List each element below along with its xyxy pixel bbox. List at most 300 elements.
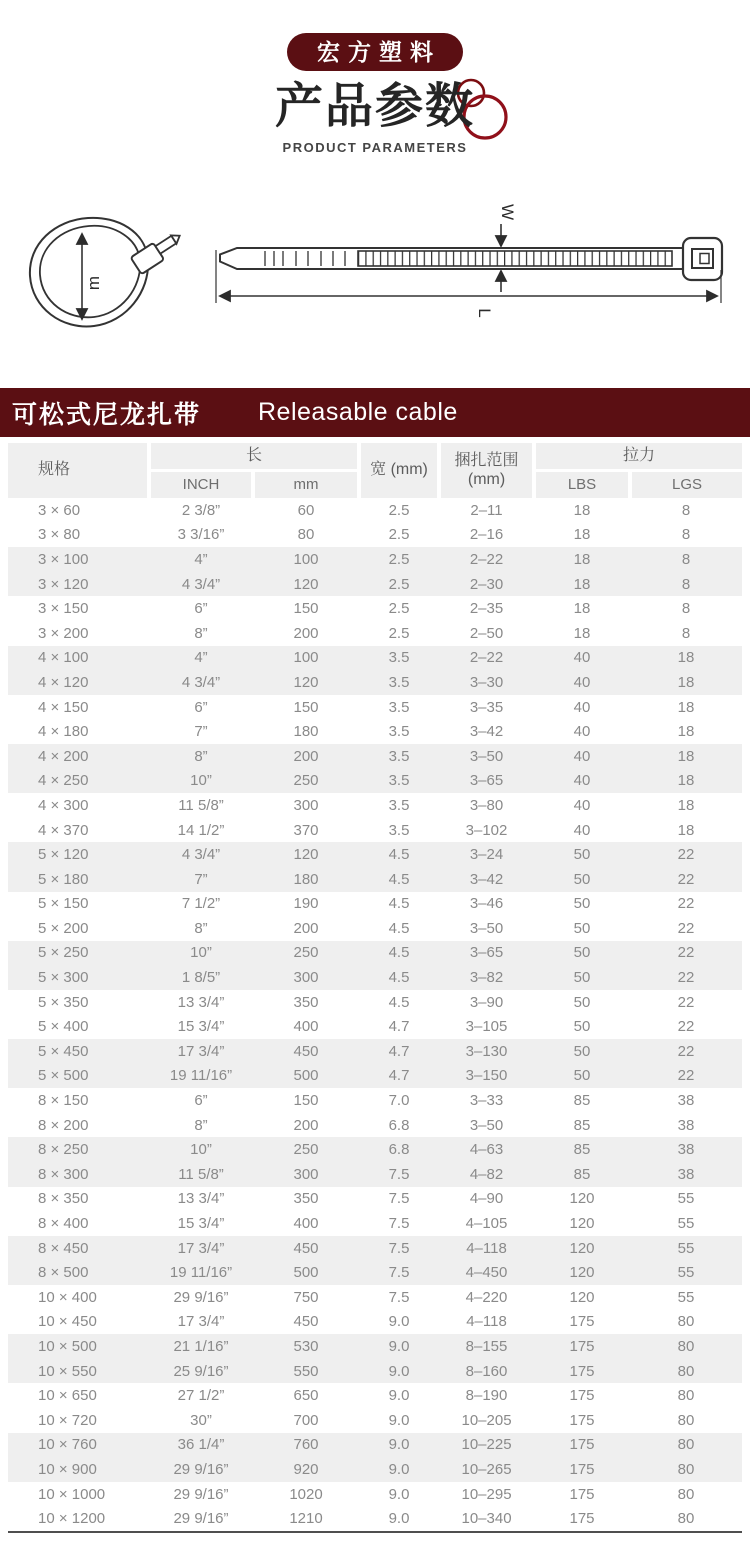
cell-length-mm: 550 xyxy=(293,1362,319,1380)
cell-range: 4–90 xyxy=(469,1190,504,1208)
cell-lgs: 8 xyxy=(681,575,691,593)
cell-length-inch: 29 9/16” xyxy=(173,1460,229,1478)
cell-lbs: 85 xyxy=(573,1092,591,1110)
cell-lbs: 175 xyxy=(569,1337,595,1355)
cell-range: 8–155 xyxy=(465,1337,508,1355)
cell-width: 3.5 xyxy=(388,698,410,716)
cell-length-mm: 450 xyxy=(293,1042,319,1060)
cell-length-mm: 350 xyxy=(293,1190,319,1208)
cell-lgs: 18 xyxy=(677,747,695,765)
cell-width: 7.5 xyxy=(388,1215,410,1233)
cell-length-inch: 13 3/4” xyxy=(177,993,225,1011)
cell-length-inch: 1 8/5” xyxy=(181,969,221,987)
cell-spec: 3 × 120 xyxy=(38,575,89,593)
cell-lgs: 80 xyxy=(677,1337,695,1355)
cell-range: 3–42 xyxy=(469,870,504,888)
cell-range: 3–82 xyxy=(469,969,504,987)
cell-length-mm: 200 xyxy=(293,624,319,642)
cell-width: 3.5 xyxy=(388,673,410,691)
cell-width: 4.5 xyxy=(388,919,410,937)
cell-range: 4–118 xyxy=(466,1313,507,1331)
cell-length-mm: 100 xyxy=(293,550,319,568)
cell-lbs: 120 xyxy=(569,1288,595,1306)
cell-spec: 5 × 350 xyxy=(38,993,89,1011)
cell-spec: 5 × 150 xyxy=(38,895,89,913)
cell-length-inch: 15 3/4” xyxy=(177,1215,225,1233)
brand-badge: 宏方塑料 xyxy=(287,33,463,71)
cell-length-inch: 27 1/2” xyxy=(177,1387,225,1405)
cell-width: 3.5 xyxy=(388,723,410,741)
cell-spec: 8 × 150 xyxy=(38,1092,89,1110)
cell-spec: 5 × 450 xyxy=(38,1042,89,1060)
cell-length-inch: 19 11/16” xyxy=(169,1264,233,1282)
cell-spec: 10 × 1000 xyxy=(38,1485,106,1503)
cell-length-inch: 17 3/4” xyxy=(177,1042,225,1060)
section-bar xyxy=(0,388,750,437)
cell-width: 4.5 xyxy=(388,846,410,864)
cell-length-mm: 650 xyxy=(293,1387,319,1405)
table-row xyxy=(8,1162,742,1187)
cell-lbs: 18 xyxy=(573,575,591,593)
cell-width: 7.5 xyxy=(388,1165,410,1183)
cell-lgs: 38 xyxy=(677,1092,695,1110)
cell-length-mm: 370 xyxy=(293,821,319,839)
cell-length-inch: 4 3/4” xyxy=(181,846,221,864)
table-row xyxy=(8,793,742,818)
cell-width: 4.5 xyxy=(388,969,410,987)
cell-length-inch: 14 1/2” xyxy=(177,821,225,839)
cell-length-inch: 7 1/2” xyxy=(181,895,221,913)
cell-width: 4.5 xyxy=(388,895,410,913)
cell-width: 9.0 xyxy=(359,1506,439,1532)
cell-lgs: 55 xyxy=(677,1190,695,1208)
cell-spec: 10 × 760 xyxy=(38,1436,97,1454)
col-header-lbs: LBS xyxy=(534,471,630,499)
cell-width: 7.5 xyxy=(388,1288,410,1306)
cell-lgs: 18 xyxy=(677,673,695,691)
cell-range: 3–65 xyxy=(469,772,504,790)
cell-lbs: 175 xyxy=(534,1506,630,1532)
cell-width: 2.5 xyxy=(388,624,410,642)
table-row xyxy=(8,1482,742,1507)
cell-length-inch: 29 9/16” xyxy=(173,1485,229,1503)
cell-width: 9.0 xyxy=(388,1411,410,1429)
cell-range: 3–46 xyxy=(469,895,504,913)
page-subtitle: PRODUCT PARAMETERS xyxy=(282,140,468,155)
cell-lgs: 8 xyxy=(681,501,691,519)
table-row xyxy=(8,916,742,941)
cell-width: 9.0 xyxy=(388,1337,410,1355)
cell-lbs: 18 xyxy=(573,600,591,618)
cell-length-inch: 4” xyxy=(194,550,208,568)
cell-lgs: 22 xyxy=(677,1042,695,1060)
cell-lgs: 38 xyxy=(677,1141,695,1159)
cell-lbs: 50 xyxy=(573,993,591,1011)
col-header-mm: mm xyxy=(253,471,359,499)
cell-range: 2–30 xyxy=(469,575,504,593)
cell-length-inch: 3 3/16” xyxy=(177,526,225,544)
cell-lgs: 22 xyxy=(677,1018,695,1036)
cell-spec: 10 × 400 xyxy=(38,1288,97,1306)
cell-length-inch: 8” xyxy=(194,747,208,765)
cell-range: 4–220 xyxy=(465,1288,508,1306)
cell-length-inch: 19 11/16” xyxy=(169,1067,233,1085)
cell-spec: 8 × 350 xyxy=(38,1190,89,1208)
table-row xyxy=(8,892,742,917)
cell-spec: 4 × 300 xyxy=(38,796,89,814)
table-row xyxy=(8,1506,742,1532)
cell-range: 4–63 xyxy=(469,1141,504,1159)
cell-width: 2.5 xyxy=(388,575,410,593)
cell-length-inch: 6” xyxy=(194,698,208,716)
cell-length-mm: 450 xyxy=(293,1239,319,1257)
cell-range: 3–80 xyxy=(469,796,504,814)
looped-tie-drawing xyxy=(30,218,186,327)
cell-spec: 3 × 200 xyxy=(38,624,89,642)
table-row xyxy=(8,1285,742,1310)
cell-spec: 5 × 120 xyxy=(38,846,89,864)
cell-range: 3–150 xyxy=(465,1067,508,1085)
cell-lgs: 22 xyxy=(677,846,695,864)
cell-length-mm: 500 xyxy=(293,1264,319,1282)
cell-lbs: 18 xyxy=(573,526,591,544)
table-row xyxy=(8,1310,742,1335)
cell-lgs: 80 xyxy=(677,1460,695,1478)
cell-lbs: 175 xyxy=(569,1485,595,1503)
cell-lgs: 22 xyxy=(677,1067,695,1085)
straight-tie-drawing xyxy=(216,224,722,303)
cell-width: 9.0 xyxy=(388,1387,410,1405)
cell-lgs: 18 xyxy=(677,649,695,667)
cell-length-inch: 30” xyxy=(190,1411,212,1429)
cell-length-mm: 450 xyxy=(293,1313,319,1331)
cell-spec: 4 × 200 xyxy=(38,747,89,765)
cell-spec: 3 × 60 xyxy=(38,501,81,519)
cell-lgs: 8 xyxy=(681,624,691,642)
cell-spec: 4 × 100 xyxy=(38,649,89,667)
cell-width: 4.5 xyxy=(388,870,410,888)
cell-spec: 8 × 200 xyxy=(38,1116,89,1134)
cell-width: 7.5 xyxy=(388,1264,410,1282)
cell-length-inch: 29 9/16” xyxy=(173,1288,229,1306)
cell-range: 3–30 xyxy=(469,673,504,691)
cell-length-inch: 4 3/4” xyxy=(181,673,221,691)
cell-lbs: 40 xyxy=(573,673,591,691)
cell-spec: 5 × 500 xyxy=(38,1067,89,1085)
cell-lgs: 22 xyxy=(677,969,695,987)
cell-length-mm: 200 xyxy=(293,1116,319,1134)
cell-length-mm: 200 xyxy=(293,747,319,765)
cell-spec: 8 × 400 xyxy=(38,1215,89,1233)
cell-length-inch: 8” xyxy=(194,919,208,937)
cell-lbs: 40 xyxy=(573,747,591,765)
cell-range: 10–295 xyxy=(461,1485,512,1503)
cell-length-inch: 7” xyxy=(194,870,208,888)
cell-length-mm: 150 xyxy=(293,600,319,618)
cell-lgs: 80 xyxy=(677,1387,695,1405)
cell-lbs: 85 xyxy=(573,1141,591,1159)
cell-length-mm: 80 xyxy=(297,526,315,544)
cell-lgs: 80 xyxy=(677,1436,695,1454)
table-row xyxy=(8,1187,742,1212)
cell-length-mm: 250 xyxy=(293,1141,319,1159)
cell-spec: 5 × 200 xyxy=(38,919,89,937)
cell-lbs: 175 xyxy=(569,1313,595,1331)
cell-width: 2.5 xyxy=(388,550,410,568)
cell-lgs: 38 xyxy=(677,1165,695,1183)
cell-range: 10–225 xyxy=(461,1436,512,1454)
cell-range: 3–35 xyxy=(469,698,504,716)
cell-spec: 4 × 150 xyxy=(38,698,89,716)
cell-lbs: 50 xyxy=(573,846,591,864)
cell-lbs: 120 xyxy=(569,1239,595,1257)
table-row xyxy=(8,596,742,621)
cell-spec: 10 × 650 xyxy=(38,1387,97,1405)
cell-spec: 8 × 450 xyxy=(38,1239,89,1257)
cell-range: 4–105 xyxy=(465,1215,508,1233)
table-row xyxy=(8,1211,742,1236)
cell-length-mm: 300 xyxy=(293,796,319,814)
cell-lbs: 175 xyxy=(569,1362,595,1380)
cell-range: 3–50 xyxy=(469,747,504,765)
cell-lgs: 55 xyxy=(677,1264,695,1282)
cell-range: 2–16 xyxy=(469,526,504,544)
cell-width: 9.0 xyxy=(388,1436,410,1454)
table-row xyxy=(8,1334,742,1359)
table-row xyxy=(8,941,742,966)
cell-lbs: 50 xyxy=(573,919,591,937)
cell-width: 7.5 xyxy=(388,1190,410,1208)
col-header-lgs: LGS xyxy=(630,471,742,499)
cell-range: 3–102 xyxy=(465,821,508,839)
cell-spec: 3 × 150 xyxy=(38,600,89,618)
cell-spec: 4 × 370 xyxy=(38,821,89,839)
cell-width: 2.5 xyxy=(388,501,410,519)
cell-length-mm: 760 xyxy=(293,1436,319,1454)
cell-spec: 10 × 500 xyxy=(38,1337,97,1355)
cell-range: 10–265 xyxy=(461,1460,512,1478)
cell-range: 8–190 xyxy=(465,1387,508,1405)
cell-width: 3.5 xyxy=(388,772,410,790)
table-row xyxy=(8,621,742,646)
cell-width: 4.5 xyxy=(388,993,410,1011)
cell-length-mm: 700 xyxy=(293,1411,319,1429)
spec-table-body xyxy=(8,498,742,1532)
cell-lbs: 18 xyxy=(573,501,591,519)
cell-lbs: 85 xyxy=(573,1165,591,1183)
cell-range: 8–160 xyxy=(465,1362,508,1380)
cell-spec: 8 × 250 xyxy=(38,1141,89,1159)
cell-width: 4.7 xyxy=(388,1042,410,1060)
col-header-spec: 规格 xyxy=(8,443,149,498)
col-header-range: 捆扎范围 (mm) xyxy=(439,443,534,498)
cell-spec: 5 × 300 xyxy=(38,969,89,987)
cell-spec: 10 × 1200 xyxy=(8,1506,149,1532)
cell-lgs: 22 xyxy=(677,895,695,913)
cell-range: 2–22 xyxy=(469,550,504,568)
table-row xyxy=(8,1433,742,1458)
table-row xyxy=(8,1408,742,1433)
cell-length-mm: 530 xyxy=(293,1337,319,1355)
cell-length-mm: 120 xyxy=(293,575,319,593)
page-title: 产品参数 xyxy=(274,80,475,133)
cell-range: 3–130 xyxy=(465,1042,508,1060)
table-row xyxy=(8,1014,742,1039)
cell-lbs: 120 xyxy=(569,1190,595,1208)
col-header-width: 宽 (mm) xyxy=(359,443,439,498)
cell-length-inch: 21 1/16” xyxy=(173,1337,229,1355)
cell-range: 3–42 xyxy=(469,723,504,741)
cell-length-mm: 300 xyxy=(293,969,319,987)
cell-spec: 10 × 900 xyxy=(38,1460,97,1478)
cell-lgs: 22 xyxy=(677,919,695,937)
cell-length-inch: 6” xyxy=(194,1092,208,1110)
table-row xyxy=(8,1137,742,1162)
table-row xyxy=(8,1383,742,1408)
cell-length-mm: 400 xyxy=(293,1018,319,1036)
cell-length-mm: 300 xyxy=(293,1165,319,1183)
cell-lbs: 50 xyxy=(573,1042,591,1060)
table-row xyxy=(8,818,742,843)
cell-length-mm: 150 xyxy=(293,1092,319,1110)
cell-length-inch: 17 3/4” xyxy=(177,1239,225,1257)
section-title-en: Releasable cable xyxy=(258,398,458,426)
cell-range: 3–50 xyxy=(469,1116,504,1134)
table-row xyxy=(8,1359,742,1384)
table-row xyxy=(8,670,742,695)
cell-width: 7.0 xyxy=(388,1092,410,1110)
length-label: L xyxy=(475,308,494,318)
cell-lgs: 18 xyxy=(677,723,695,741)
table-row xyxy=(8,1457,742,1482)
cell-width: 9.0 xyxy=(388,1460,410,1478)
cell-lgs: 8 xyxy=(681,526,691,544)
table-row xyxy=(8,646,742,671)
cell-width: 2.5 xyxy=(388,526,410,544)
table-row xyxy=(8,1064,742,1089)
cell-lbs: 40 xyxy=(573,723,591,741)
cell-lgs: 80 xyxy=(677,1362,695,1380)
cell-lbs: 40 xyxy=(573,821,591,839)
cell-length-mm: 150 xyxy=(293,698,319,716)
cell-range: 2–11 xyxy=(470,501,503,519)
cell-range: 3–105 xyxy=(465,1018,508,1036)
table-row xyxy=(8,965,742,990)
spec-table xyxy=(8,443,742,1533)
cable-tie-diagram xyxy=(0,188,750,368)
cell-lgs: 55 xyxy=(677,1215,695,1233)
cell-lbs: 40 xyxy=(573,649,591,667)
table-row xyxy=(8,523,742,548)
cell-length-mm: 750 xyxy=(293,1288,319,1306)
cell-width: 4.7 xyxy=(388,1018,410,1036)
table-row xyxy=(8,1260,742,1285)
cell-lgs: 18 xyxy=(677,796,695,814)
cell-lbs: 120 xyxy=(569,1215,595,1233)
cell-length-mm: 60 xyxy=(297,501,315,519)
cell-length-mm: 180 xyxy=(293,723,319,741)
cell-spec: 5 × 250 xyxy=(38,944,89,962)
cell-length-mm: 100 xyxy=(293,649,319,667)
cell-spec: 4 × 250 xyxy=(38,772,89,790)
cell-lgs: 80 xyxy=(630,1506,742,1532)
table-row xyxy=(8,1088,742,1113)
cell-length-inch: 17 3/4” xyxy=(177,1313,225,1331)
cell-length-mm: 190 xyxy=(293,895,319,913)
cell-length-mm: 200 xyxy=(293,919,319,937)
cell-length-inch: 10” xyxy=(190,772,212,790)
cell-lbs: 18 xyxy=(573,624,591,642)
cell-lgs: 80 xyxy=(677,1485,695,1503)
cell-width: 3.5 xyxy=(388,821,410,839)
cell-range: 3–33 xyxy=(469,1092,504,1110)
cell-length-mm: 500 xyxy=(293,1067,319,1085)
cell-range: 10–205 xyxy=(461,1411,512,1429)
cell-length-inch: 11 5/8” xyxy=(178,796,224,814)
cell-length-inch: 4 3/4” xyxy=(181,575,221,593)
table-row xyxy=(8,547,742,572)
cell-lgs: 55 xyxy=(677,1239,695,1257)
cell-length-mm: 250 xyxy=(293,944,319,962)
cell-lbs: 50 xyxy=(573,969,591,987)
cell-width: 2.5 xyxy=(388,600,410,618)
cell-lbs: 50 xyxy=(573,895,591,913)
cell-range: 2–22 xyxy=(469,649,504,667)
cell-lgs: 8 xyxy=(681,550,691,568)
cell-width: 6.8 xyxy=(388,1116,410,1134)
cell-range: 2–35 xyxy=(469,600,504,618)
cell-range: 4–118 xyxy=(466,1239,507,1257)
cell-spec: 10 × 550 xyxy=(38,1362,97,1380)
cell-lbs: 85 xyxy=(573,1116,591,1134)
table-row xyxy=(8,695,742,720)
table-row xyxy=(8,867,742,892)
table-row xyxy=(8,990,742,1015)
cell-length-inch: 8” xyxy=(194,624,208,642)
cell-width: 3.5 xyxy=(388,796,410,814)
cell-length-inch: 25 9/16” xyxy=(173,1362,229,1380)
cell-spec: 4 × 120 xyxy=(38,673,89,691)
cell-lbs: 40 xyxy=(573,772,591,790)
col-header-inch: INCH xyxy=(149,471,253,499)
cell-spec: 8 × 300 xyxy=(38,1165,89,1183)
cell-length-mm: 1020 xyxy=(289,1485,323,1503)
cell-width: 4.5 xyxy=(388,944,410,962)
cell-width: 3.5 xyxy=(388,649,410,667)
cell-length-inch: 29 9/16” xyxy=(149,1506,253,1532)
cell-lbs: 50 xyxy=(573,1067,591,1085)
col-header-tension: 拉力 xyxy=(534,443,742,471)
cell-lbs: 175 xyxy=(569,1460,595,1478)
cell-lbs: 50 xyxy=(573,1018,591,1036)
cell-length-inch: 10” xyxy=(190,944,212,962)
cell-length-mm: 1210 xyxy=(253,1506,359,1532)
cell-lbs: 175 xyxy=(569,1411,595,1429)
table-row xyxy=(8,1236,742,1261)
cell-range: 4–82 xyxy=(469,1165,504,1183)
cell-spec: 3 × 80 xyxy=(38,526,81,544)
cell-range: 3–90 xyxy=(469,993,504,1011)
cell-lgs: 8 xyxy=(681,600,691,618)
cell-length-mm: 120 xyxy=(293,846,319,864)
cell-length-inch: 7” xyxy=(194,723,208,741)
cell-length-inch: 10” xyxy=(190,1141,212,1159)
table-row xyxy=(8,1039,742,1064)
cell-range: 4–450 xyxy=(465,1264,508,1282)
spec-table-header xyxy=(8,443,742,498)
table-row xyxy=(8,498,742,523)
table-row xyxy=(8,744,742,769)
